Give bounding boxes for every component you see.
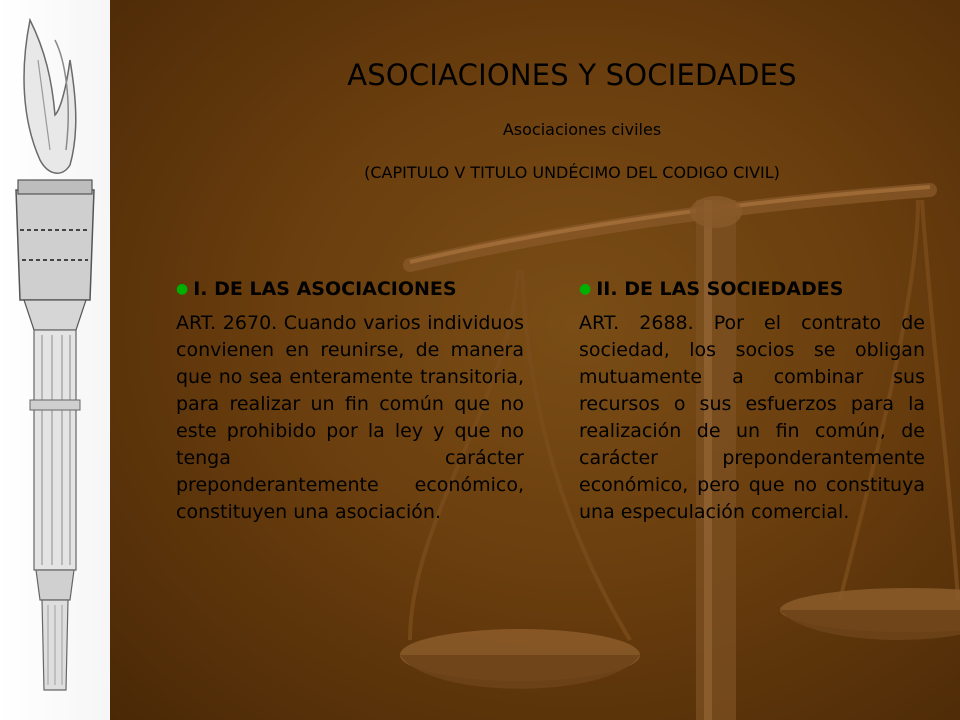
bullet-icon: ● bbox=[176, 281, 189, 297]
column-heading bbox=[176, 278, 524, 300]
slide-background bbox=[110, 0, 960, 720]
column-heading bbox=[579, 278, 925, 300]
bullet-icon: ● bbox=[579, 281, 592, 297]
column-sociedades bbox=[579, 278, 925, 526]
heading-text: I. DE LAS ASOCIACIONES bbox=[193, 278, 457, 300]
article-text: ART. 2688. Por el contrato de sociedad, los socios se obligan mutuamente a combinar sus recursos o sus esfuerzos para la realización de un fin común, de carácter preponderantemente económico, pero que no constituya una especulación comercial. bbox=[579, 312, 925, 523]
torch-panel bbox=[0, 0, 110, 720]
heading-text: II. DE LAS SOCIEDADES bbox=[596, 278, 844, 300]
slide-subtitle: Asociaciones civiles bbox=[502, 120, 662, 139]
torch-illustration bbox=[0, 0, 110, 720]
column-asociaciones bbox=[176, 278, 524, 526]
slide-title: ASOCIACIONES Y SOCIEDADES bbox=[347, 58, 797, 92]
article-text: ART. 2670. Cuando varios individuos convienen en reunirse, de manera que no sea enteramente transitoria, para realizar un fin común que no este prohibido por la ley y que no tenga carácter preponderantemente económico, constituyen una asociación. bbox=[176, 312, 524, 523]
chapter-reference: (CAPITULO V TITULO UNDÉCIMO DEL CODIGO CIVIL) bbox=[364, 163, 780, 182]
